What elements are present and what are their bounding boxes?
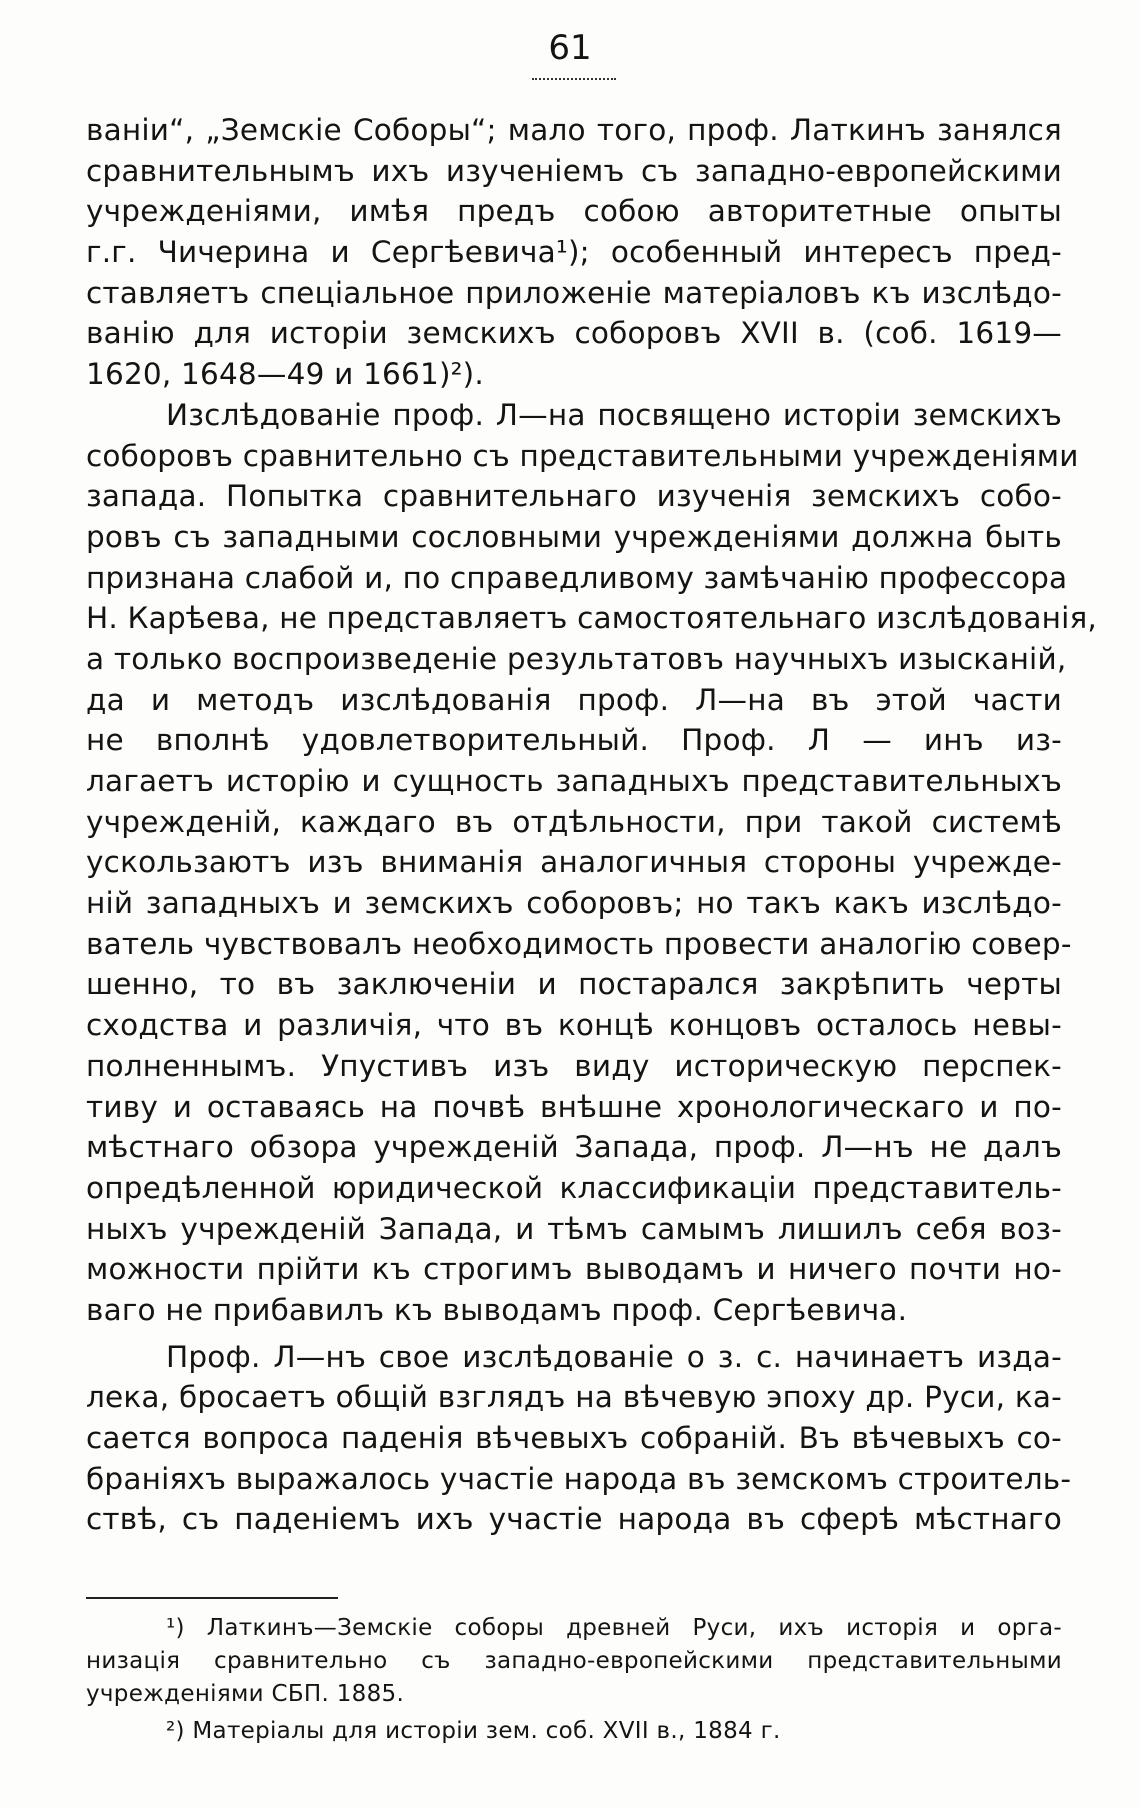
- text-line: ваго не прибавилъ къ выводамъ проф. Сергѣевича.: [86, 1292, 908, 1327]
- text-line: можности прiйти къ строгимъ выводамъ и ничего почти но-: [86, 1252, 1062, 1287]
- text-line: учрежденiями, имѣя предъ собою авторитетные опыты: [86, 194, 1062, 229]
- paragraph: [86, 1337, 1072, 1540]
- text-line: ватель чувствовалъ необходимость провести аналогiю совер-: [86, 926, 1072, 961]
- page-number-underline: [532, 78, 616, 80]
- paragraph: [86, 110, 1062, 395]
- text-line: шенно, то въ заключенiи и постарался закрѣпить черты: [86, 967, 1062, 1002]
- text-line: не вполнѣ удовлетворительный. Проф. Л — инъ из-: [86, 723, 1062, 758]
- text-line: ствѣ, съ паденiемъ ихъ участiе народа въ сферѣ мѣстнаго: [86, 1502, 1062, 1537]
- text-line: г.г. Чичерина и Сергѣевича¹); особенный интересъ пред-: [86, 235, 1062, 270]
- text-line: 1620, 1648—49 и 1661)²).: [86, 357, 484, 392]
- text-line: да и методъ изслѣдованiя проф. Л—на въ этой части: [86, 682, 1062, 717]
- main-text: [86, 110, 1097, 1540]
- footnotes: [86, 1612, 1062, 1748]
- text-line: ванiи“, „Земскiе Соборы“; мало того, проф. Латкинъ занялся: [86, 113, 1062, 147]
- page-number: 61: [548, 28, 592, 68]
- text-line: лагаетъ исторiю и сущность западныхъ представительныхъ: [86, 764, 1062, 798]
- text-line: полненнымъ. Упустивъ изъ виду историческую перспек-: [86, 1048, 1062, 1083]
- text-line: сходства и различiя, что въ концѣ концовъ осталось невы-: [86, 1008, 1062, 1043]
- text-line: ныхъ учрежденiй Запада, и тѣмъ самымъ лишилъ себя воз-: [86, 1211, 1062, 1246]
- text-line: учрежденiй, каждаго въ отдѣльности, при такой системѣ: [86, 804, 1062, 839]
- footnote: [86, 1612, 1062, 1711]
- text-line: Проф. Л—нъ свое изслѣдованiе о з. с. начинаетъ изда-: [166, 1339, 1062, 1374]
- text-line: ванiю для исторiи земскихъ соборовъ XVII в. (соб. 1619—: [86, 316, 1062, 351]
- text-line: мѣстнаго обзора учрежденiй Запада, проф. Л—нъ не далъ: [86, 1130, 1062, 1165]
- footnote: [86, 1715, 1062, 1748]
- footnote-line: низацiя сравнительно съ западно-европейскими представительными: [86, 1648, 1062, 1674]
- text-line: нiй западныхъ и земскихъ соборовъ; но такъ какъ изслѣдо-: [86, 886, 1062, 921]
- footnote-line: ¹) Латкинъ—Земскiе соборы древней Руси, ихъ исторiя и орга-: [166, 1615, 1062, 1641]
- text-line: ровъ съ западными сословными учрежденiями должна быть: [86, 519, 1062, 554]
- text-line: Н. Карѣева, не представляетъ самостоятельнаго изслѣдованiя,: [86, 601, 1097, 636]
- text-line: лека, бросаетъ общiй взглядъ на вѣчевую эпоху др. Руси, ка-: [86, 1380, 1062, 1415]
- text-line: запада. Попытка сравнительнаго изученiя земскихъ собо-: [86, 479, 1062, 514]
- text-line: ускользаютъ изъ вниманiя аналогичныя стороны учрежде-: [86, 845, 1062, 880]
- text-line: сается вопроса паденiя вѣчевыхъ собранiй. Въ вѣчевыхъ со-: [86, 1421, 1062, 1455]
- text-line: бранiяхъ выражалось участiе народа въ земскомъ строитель-: [86, 1461, 1072, 1496]
- footnote-line: ²) Матерiалы для исторiи зем. соб. XVII в., 1884 г.: [166, 1718, 781, 1744]
- text-line: тиву и оставаясь на почвѣ внѣшне хронологическаго и по-: [86, 1089, 1062, 1124]
- text-line: Изслѣдованiе проф. Л—на посвящено исторiи земскихъ: [166, 397, 1062, 432]
- paragraph: [86, 395, 1097, 1331]
- footnote-line: учрежденiями СБП. 1885.: [86, 1681, 405, 1707]
- text-line: признана слабой и, по справедливому замѣчанiю профессора: [86, 560, 1068, 595]
- text-line: соборовъ сравнительно съ представительными учрежденiями: [86, 438, 1079, 473]
- text-line: сравнительнымъ ихъ изученiемъ съ западно-европейскими: [86, 153, 1062, 188]
- footnote-separator: [86, 1597, 338, 1599]
- text-line: а только воспроизведенiе результатовъ научныхъ изысканiй,: [86, 641, 1067, 676]
- text-line: ставляетъ спецiальное приложенiе матерiаловъ къ изслѣдо-: [86, 275, 1062, 310]
- text-line: опредѣленной юридической классификацiи представитель-: [86, 1170, 1062, 1205]
